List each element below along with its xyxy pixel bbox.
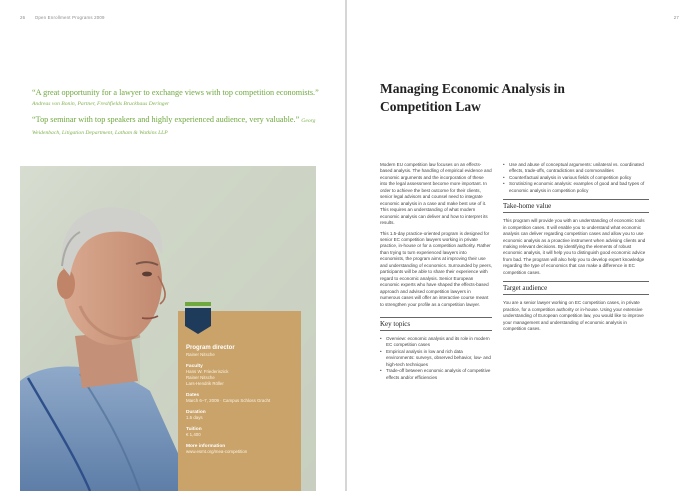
dates-label: Dates [186, 392, 200, 398]
take-home-text: This program will provide you with an understanding of economic tools in competition cases. It will enable you to understand what economic analysis can deliver regarding competition cases and allow you to use economic analysis as a proactive instrument when advising clients and making relevant decisions. By identifying the elements of robust economic analysis, it will help you to distinguish good economic advice from bad. The program will also help you to develop expert knowledge regarding the type of economics that can make a difference in EC competition cases. [503, 218, 646, 275]
dates-value: March 6–7, 2009 · Campus Schloss Gracht [186, 397, 271, 403]
more-information-link[interactable]: www.esmt.org/mea-competition [186, 448, 248, 454]
list-item: • Trade-off between economic analysis of competitive effects and/or efficiencies [380, 368, 492, 381]
tuition-label: Tuition [186, 426, 202, 432]
testimonial-attribution: Georg Weidenbach, Litigation Department, Latham & Watkins LLP [32, 118, 316, 136]
testimonial-text: “Top seminar with top speakers and highly experienced audience, very valuable.” [32, 115, 300, 125]
program-info-box [178, 311, 301, 491]
faculty-label: Faculty [186, 363, 203, 369]
target-audience-text: You are a senior lawyer working on EC competition cases, in private practice, for a competition authority or in-house. Using your extensive understanding of European competition law, you would like to improve your management and understanding of economic analysis in competition cases. [503, 300, 644, 332]
program-director-name: Rainer Nitsche [186, 351, 215, 357]
faculty-member: Rainer Nitsche [186, 374, 215, 380]
text-column-right [503, 162, 649, 337]
key-topics-list [380, 336, 492, 381]
key-topics-heading: Key topics [380, 317, 492, 331]
intro-paragraph: This 1.5-day practice-oriented program is designed for senior EC competition lawyers working in private practice, in-house or for a competition authority. Rather than trying to turn experienced lawyers into economists, the program aims at improving their use and understanding of economics. Surrounded by peers, participants will be able to share their experience with regard to economic analysis. Senior European economic experts who have shaped the effects-based approach and advised competition lawyers in numerous cases will offer an interactive course meant to strengthen your profile as a competition lawyer. [380, 230, 492, 307]
duration-value: 1.5 days [186, 414, 203, 420]
left-page-number: 26 [20, 15, 26, 20]
right-page-number: 27 [673, 15, 679, 20]
testimonials [32, 88, 332, 144]
list-item: • Overview: economic analysis and its role in modern EC competition cases [380, 336, 492, 349]
publication-title: Open Enrollment Programs 2009 [34, 15, 105, 20]
list-item: • Use and abuse of conceptual arguments: unilateral vs. coordinated effects, trade-offs, contradictions and commonalities [503, 162, 649, 175]
tuition-value: € 1,400 [186, 431, 201, 437]
list-item: • Scrutinizing economic analysis: examples of good and bad types of economic analysis in competition policy [503, 181, 649, 194]
testimonial-attribution: Andreas von Bonin, Partner, Freshfields Bruckhaus Deringer [32, 101, 170, 108]
right-page [347, 0, 694, 491]
program-badge-icon [185, 302, 211, 334]
text-column-left [380, 162, 492, 384]
faculty-member: Lars-Hendrik Röller [186, 380, 224, 386]
testimonial-1 [32, 88, 332, 109]
faculty-member: Hans W. Friederiszick [186, 368, 229, 374]
more-information-label: More information [186, 443, 226, 449]
left-folio [20, 15, 105, 20]
list-item: • Counterfactual analysis in various fields of competition policy [503, 175, 649, 181]
testimonial-2 [32, 115, 332, 137]
duration-label: Duration [186, 409, 206, 415]
take-home-heading: Take-home value [503, 199, 649, 213]
list-item: • Empirical analysis in low and rich data environments: surveys, observed behavior, low- and high-tech techniques [380, 349, 492, 368]
left-page [0, 0, 345, 491]
program-director-heading: Program director [186, 345, 235, 351]
testimonial-text: “A great opportunity for a lawyer to exchange views with top competition economists.” [32, 88, 319, 97]
page-title: Managing Economic Analysis in Competition Law [380, 81, 565, 114]
intro-paragraph: Modern EU competition law focuses on an effects-based analysis. The handling of empirical evidence and economic arguments and the incorporation of these into the legal assessment become more important. In order to achieve the best outcome for their clients, senior legal advisors and counsel need to integrate economic analysis in a case and make best use of it. This requires an understanding of what modern economic analysis can deliver and how to interpret its results. [380, 162, 492, 226]
key-topics-list-continued [503, 162, 649, 194]
target-audience-heading: Target audience [503, 281, 649, 295]
